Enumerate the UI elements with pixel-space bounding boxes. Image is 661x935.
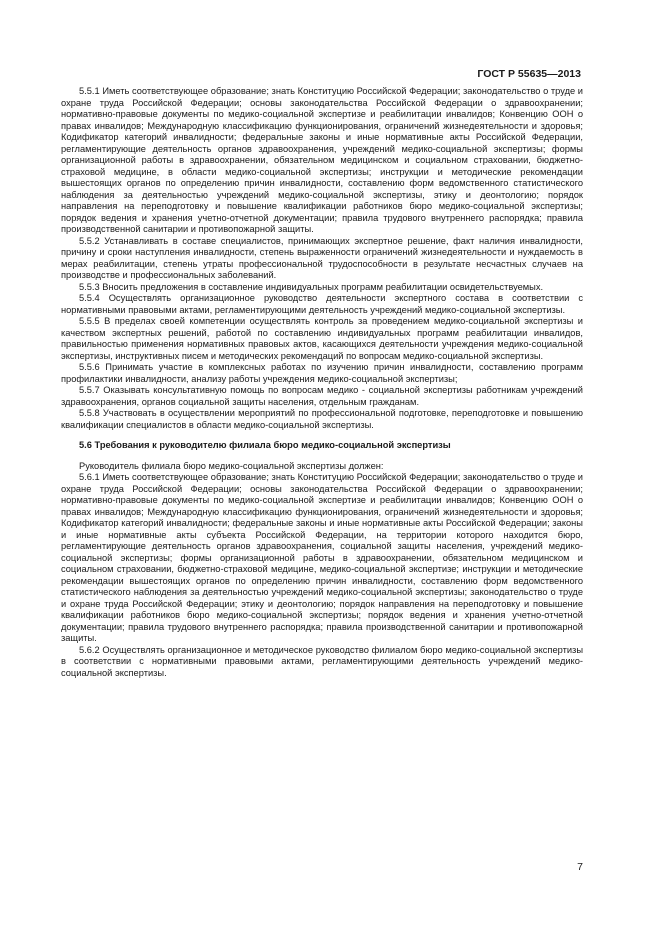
paragraph-5-5-7: 5.5.7 Оказывать консультативную помощь по вопросам медико - социальной экспертизы работникам учреждений здравоохранения, органов социальной защиты населения, отдельным гражданам. — [61, 385, 583, 407]
paragraph-5-5-2: 5.5.2 Устанавливать в составе специалистов, принимающих экспертное решение, факт наличия инвалидности, причину и сроки наступления инвалидности, степень выраженности ограничений жизнедеятельности и нуждаемость в мерах реабилитации, степень утраты профессиональной трудоспособности в результате несчастных случаев на производстве и профессиональных заболеваний. — [61, 235, 583, 280]
paragraph-5-5-4: 5.5.4 Осуществлять организационное руководство деятельности экспертного состава в соответствии с нормативными правовыми актами, регламентирующими деятельность учреждений медико-социальной экспертизы. — [61, 293, 583, 315]
paragraph-5-5-1: 5.5.1 Иметь соответствующее образование; знать Конституцию Российской Федерации; законодательство о труде и охране труда Российской Федерации; основы законодательства Российской Федерации о здравоохранении; нормативно-правовые документы по медико-социальной экспертизе и реабилитации инвалидов; Конвенцию ООН о правах инвалидов; Международную классификацию функционирования, ограничений жизнедеятельности и здоровья; Кодификатор категорий инвалидности; федеральные законы и иные нормативные акты Российской Федерации, регламентирующие деятельность органов здравоохранения, учреждений медико-социальной экспертизы; формы организационной работы в здравоохранении, обязательном медицинском и социальном страховании, бюджетно-страховой медицине, в области медико-социальной экспертизы; инструкции и методические рекомендации вышестоящих органов по определению причин инвалидности, составлению форм ведомственного статистического наблюдения за деятельностью учреждений медико-социальной экспертизы, этику и деонтологию; порядок направления на переподготовку и повышение квалификации работников бюро медико-социальной экспертизы; порядок ведения и хранения учетно-отчетной документации; правила трудового внутреннего распорядка; правила производственной санитарии и противопожарной защиты. — [61, 86, 583, 234]
paragraph-5-6-1: 5.6.1 Иметь соответствующее образование; знать Конституцию Российской Федерации; законодательство о труде и охране труда Российской Федерации; основы законодательства Российской Федерации о здравоохранении; нормативно-правовые документы по медико-социальной экспертизе и реабилитации инвалидов; Конвенцию ООН о правах инвалидов; Международную классификацию функционирования, ограничений жизнедеятельности и здоровья; Кодификатор категорий инвалидности; федеральные законы и иные нормативные акты Российской Федерации; законы и иные нормативные акты субъекта Российской Федерации, на территории которого находится бюро, регламентирующие деятельность органов здравоохранения, социальной защиты населения, учреждений медико-социальной экспертизы; формы организационной работы в здравоохранении, обязательном медицинском и социальном страховании, бюджетно-страховой медицине, медико-социальной экспертизе; инструкции и методические рекомендации вышестоящих органов по определению причин инвалидности, составлению форм ведомственного статистического наблюдения за деятельностью учреждений медико-социальной экспертизы; законодательство о труде и охране труда Российской Федерации; этику и деонтологию; порядок направления на переподготовку и повышение квалификации работников бюро медико-социальной экспертизы; порядок ведения и хранения учетно-отчетной документации; правила трудового внутреннего распорядка; правила производственной санитарии и противопожарной защиты. — [61, 472, 583, 643]
paragraph-5-6-2: 5.6.2 Осуществлять организационное и методическое руководство филиалом бюро медико-социальной экспертизы в соответствии с нормативными правовыми актами, регламентирующими деятельность учреждений медико-социальной экспертизы. — [61, 644, 583, 678]
page-number: 7 — [577, 861, 583, 873]
paragraph-5-5-8: 5.5.8 Участвовать в осуществлении мероприятий по профессиональной подготовке, переподготовке и повышению квалификации специалистов в области медико-социальной экспертизы. — [61, 408, 583, 430]
document-code: ГОСТ Р 55635—2013 — [477, 68, 581, 80]
paragraph-5-5-5: 5.5.5 В пределах своей компетенции осуществлять контроль за проведением медико-социальной экспертизы и качеством экспертных решений, работой по составлению индивидуальных программ реабилитации инвалидов, правильностью применения нормативных правовых актов, касающихся деятельности учреждения медико-социальной экспертизы, инструктивных писем и методических рекомендаций по вопросам медико-социальной экспертизы. — [61, 316, 583, 361]
paragraph-intro: Руководитель филиала бюро медико-социальной экспертизы должен: — [79, 460, 384, 471]
section-heading-5-6: 5.6 Требования к руководителю филиала бюро медико-социальной экспертизы — [79, 440, 451, 450]
paragraph-5-5-6: 5.5.6 Принимать участие в комплексных работах по изучению причин инвалидности, составлению программ профилактики инвалидности, анализу работы учреждения медико-социальной экспертизы; — [61, 362, 583, 384]
document-body — [61, 86, 583, 679]
paragraph-5-5-3: 5.5.3 Вносить предложения в составление индивидуальных программ реабилитации освидетельствуемых. — [79, 281, 544, 292]
